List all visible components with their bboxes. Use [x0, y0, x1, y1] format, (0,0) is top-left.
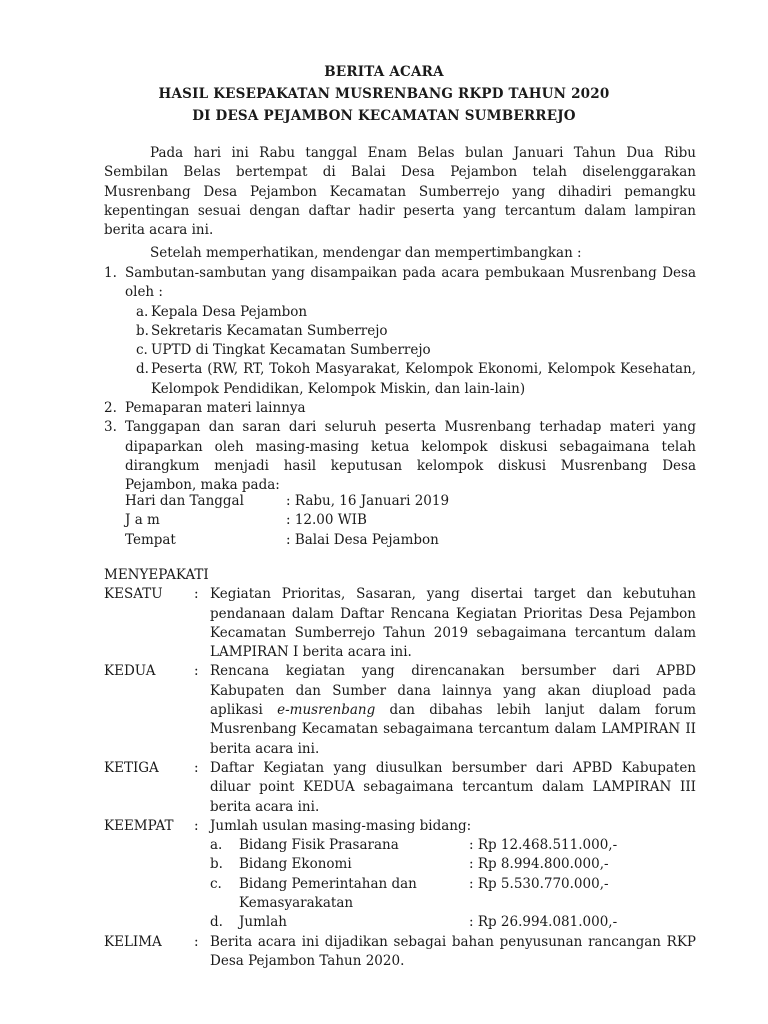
budget-row: b. Bidang Ekonomi : Rp 8.994.800.000,-: [210, 856, 609, 873]
detail-row: Tempat : Balai Desa Pejambon: [125, 531, 439, 548]
speaker-list: [125, 303, 696, 399]
detail-row: J a m : 12.00 WIB: [125, 512, 367, 529]
point-item: 3. Tanggapan dan saran dari seluruh peserta Musrenbang terhadap materi yang dipaparkan oleh masing-masing ketua kelompok diskusi sebagaimana telah dirangkum menjadi hasil keputusan kelompok diskusi Musrenbang Desa Pejambon, maka pada:: [104, 419, 696, 494]
speaker-item: a. Kepala Desa Pejambon: [136, 303, 308, 320]
doc-location: DI DESA PEJAMBON KECAMATAN SUMBERREJO: [192, 108, 576, 124]
decision-kesatu: KESATU : Kegiatan Prioritas, Sasaran, yang disertai target dan kebutuhan pendanaan dalam Daftar Rencana Kegiatan Prioritas Desa Pejambon Kecamatan Sumberrejo Tahun 2019 sebagaimana tercantum dalam LAMPIRAN I berita acara ini.: [104, 586, 696, 661]
decision-keempat: KEEMPAT : Jumlah usulan masing-masing bidang: a. Bidang Fisik Prasarana : Rp 12.468.511.000,- b. Bidang Ekonomi : Rp 8.994.800.000,- c. Bidang Pemerintahan dan Kemasyarakatan : Rp 5.530.770.000,- d. Jumlah : Rp 26.994.081.000,-: [104, 817, 696, 933]
point-item: 2. Pemaparan materi lainnya: [104, 400, 306, 417]
decision-ketiga: KETIGA : Daftar Kegiatan yang diusulkan bersumber dari APBD Kabupaten diluar point KEDUA sebagaimana tercantum dalam LAMPIRAN III berita acara ini.: [104, 759, 696, 815]
budget-breakdown: Jumlah usulan masing-masing bidang: a. Bidang Fisik Prasarana : Rp 12.468.511.000,- b. Bidang Ekonomi : Rp 8.994.800.000,- c. Bidang Pemerintahan dan Kemasyarakatan : Rp 5.530.770.000,- d. Jumlah : Rp 26.994.081.000,-: [210, 817, 696, 933]
agree-heading: MENYEPAKATI: [104, 567, 209, 583]
detail-row: Hari dan Tanggal : Rabu, 16 Januari 2019: [125, 493, 450, 509]
intro-paragraph: Pada hari ini Rabu tanggal Enam Belas bulan Januari Tahun Dua Ribu Sembilan Belas bertempat di Balai Desa Pejambon telah diselenggarakan Musrenbang Desa Pejambon Kecamatan Sumberrejo yang dihadiri pemangku kepentingan sesuai dengan daftar hadir peserta yang tercantum dalam lampiran berita acara ini.: [104, 145, 696, 239]
budget-row: a. Bidang Fisik Prasarana : Rp 12.468.511.000,-: [210, 837, 618, 854]
decision-kelima: KELIMA : Berita acara ini dijadikan sebagai bahan penyusunan rancangan RKP Desa Pejambon Tahun 2020.: [104, 933, 696, 969]
point-item: 1. Sambutan-sambutan yang disampaikan pada acara pembukaan Musrenbang Desa oleh : a. Kepala Desa Pejambon b. Sekretaris Kecamatan Sumberrejo c. UPTD di Tingkat Kecamatan Sumberrejo d. Peserta (RW, RT, Tokoh Masyarakat, Kelompok Ekonomi, Kelompok Kesehatan, Kelompok Pendidikan, Kelompok Miskin, dan lain-lain): [104, 264, 696, 399]
decision-kedua: KEDUA : Rencana kegiatan yang direncanakan bersumber dari APBD Kabupaten dan Sumber dana lainnya yang akan diupload pada aplikasi e-musrenbang dan dibahas lebih lanjut dalam forum Musrenbang Kecamatan sebagaimana tercantum dalam LAMPIRAN II berita acara ini.: [104, 663, 697, 757]
budget-row: c. Bidang Pemerintahan dan Kemasyarakatan : Rp 5.530.770.000,-: [210, 875, 609, 912]
doc-subtitle: HASIL KESEPAKATAN MUSRENBANG RKPD TAHUN 2020: [158, 86, 610, 102]
consider-paragraph: Setelah memperhatikan, mendengar dan mempertimbangkan :: [150, 245, 582, 261]
decisions-section: [104, 566, 696, 971]
speaker-item: d. Peserta (RW, RT, Tokoh Masyarakat, Kelompok Ekonomi, Kelompok Kesehatan, Kelompok Pendidikan, Kelompok Miskin, dan lain-lain): [136, 361, 696, 397]
speaker-item: c. UPTD di Tingkat Kecamatan Sumberrejo: [136, 342, 431, 359]
points-list: [104, 264, 696, 496]
meeting-details: [125, 492, 449, 550]
speaker-item: b. Sekretaris Kecamatan Sumberrejo: [136, 322, 388, 339]
budget-row: d. Jumlah : Rp 26.994.081.000,-: [210, 914, 618, 931]
doc-title: BERITA ACARA: [324, 64, 444, 80]
